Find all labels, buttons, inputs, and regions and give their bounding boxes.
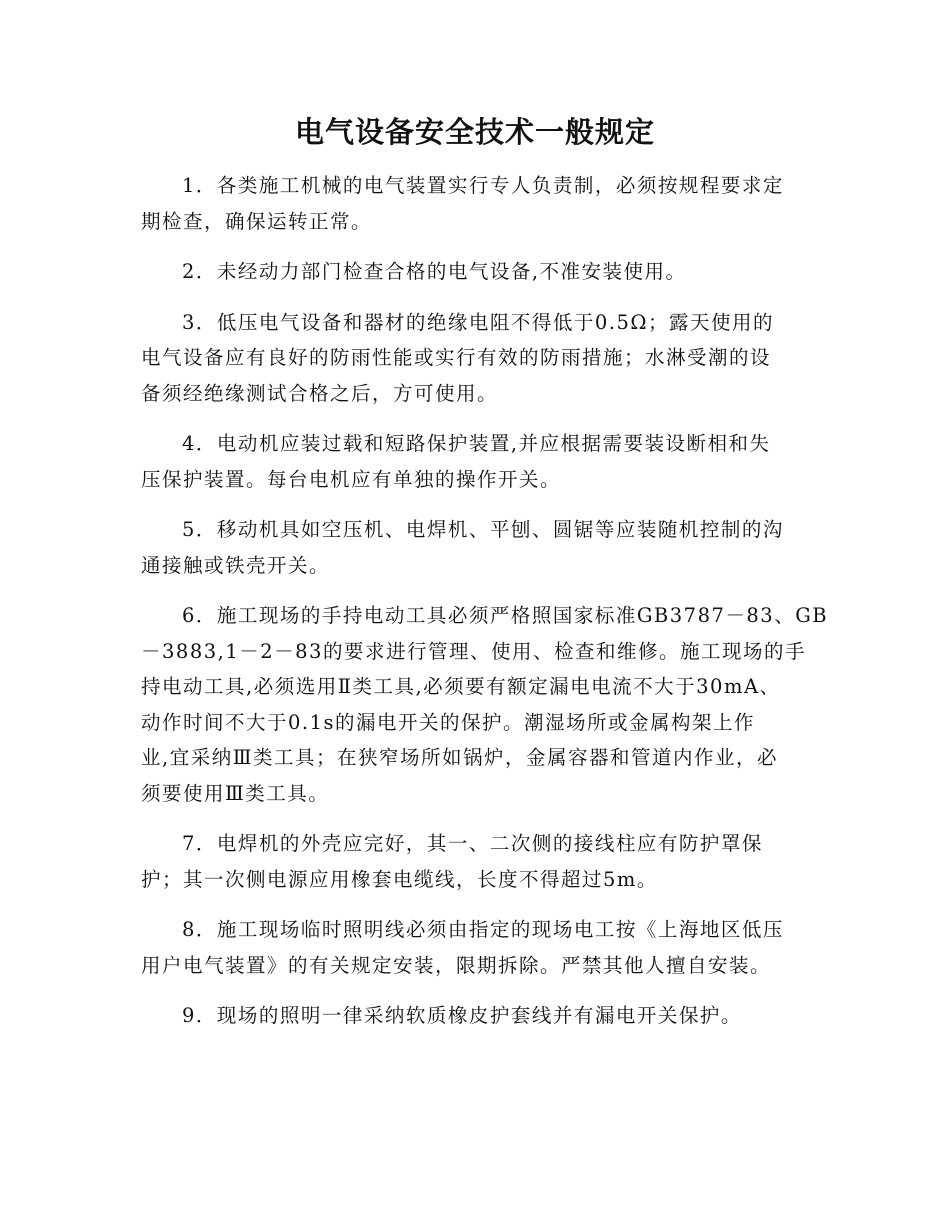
paragraph-3 xyxy=(141,305,807,412)
paragraph-line: 1．各类施工机械的电气装置实行专人负责制，必须按规程要求定 xyxy=(181,174,784,197)
paragraph-line: 6．施工现场的手持电动工具必须严格照国家标准GB3787－83、GB xyxy=(181,604,829,627)
paragraph-9 xyxy=(141,998,807,1034)
paragraph-line: 护；其一次侧电源应用橡套电缆线，长度不得超过5m。 xyxy=(141,867,658,891)
paragraph-8 xyxy=(141,912,807,983)
paragraph-line: 9．现场的照明一律采纳软质橡皮护套线并有漏电开关保护。 xyxy=(181,1004,742,1027)
paragraph-line: 8．施工现场临时照明线必须由指定的现场电工按《上海地区低压 xyxy=(181,918,784,941)
paragraph-line: 2．未经动力部门检查合格的电气设备,不准安装使用。 xyxy=(181,260,687,283)
paragraph-6 xyxy=(141,598,829,811)
paragraph-line: 7．电焊机的外壳应完好，其一、二次侧的接线柱应有防护罩保 xyxy=(181,832,763,855)
paragraph-line: 5．移动机具如空压机、电焊机、平刨、圆锯等应装随机控制的沟 xyxy=(181,518,784,541)
paragraph-line: －3883,1－2－83的要求进行管理、使用、检查和维修。施工现场的手 xyxy=(141,639,806,663)
paragraph-5 xyxy=(141,512,807,583)
paragraph-line: 业,宜采纳Ⅲ类工具；在狭窄场所如锅炉，金属容器和管道内作业，必 xyxy=(141,746,779,769)
paragraph-line: 须要使用Ⅲ类工具。 xyxy=(141,781,330,805)
paragraph-line: 动作时间不大于0.1s的漏电开关的保护。潮湿场所或金属构架上作 xyxy=(141,710,756,734)
paragraph-4 xyxy=(141,426,807,497)
paragraph-line: 4．电动机应装过载和短路保护装置,并应根据需要装设断相和失 xyxy=(181,432,771,455)
paragraph-line: 电气设备应有良好的防雨性能或实行有效的防雨措施；水淋受潮的设 xyxy=(141,346,772,369)
paragraph-line: 持电动工具,必须选用Ⅱ类工具,必须要有额定漏电电流不大于30mA、 xyxy=(141,675,781,698)
paragraph-line: 备须经绝缘测试合格之后，方可使用。 xyxy=(141,381,499,405)
paragraph-line: 期检查，确保运转正常。 xyxy=(141,209,373,233)
paragraph-line: 用户电气装置》的有关规定安装，限期拆除。严禁其他人擅自安装。 xyxy=(141,953,772,977)
paragraph-1 xyxy=(141,168,807,239)
paragraph-line: 压保护装置。每台电机应有单独的操作开关。 xyxy=(141,467,562,491)
document-body xyxy=(141,168,829,1049)
paragraph-2 xyxy=(141,254,807,290)
paragraph-line: 通接触或铁壳开关。 xyxy=(141,553,331,577)
paragraph-7 xyxy=(141,826,807,897)
paragraph-line: 3．低压电气设备和器材的绝缘电阻不得低于0.5Ω；露天使用的 xyxy=(181,310,775,334)
document-title: 电气设备安全技术一般规定 xyxy=(294,115,655,149)
